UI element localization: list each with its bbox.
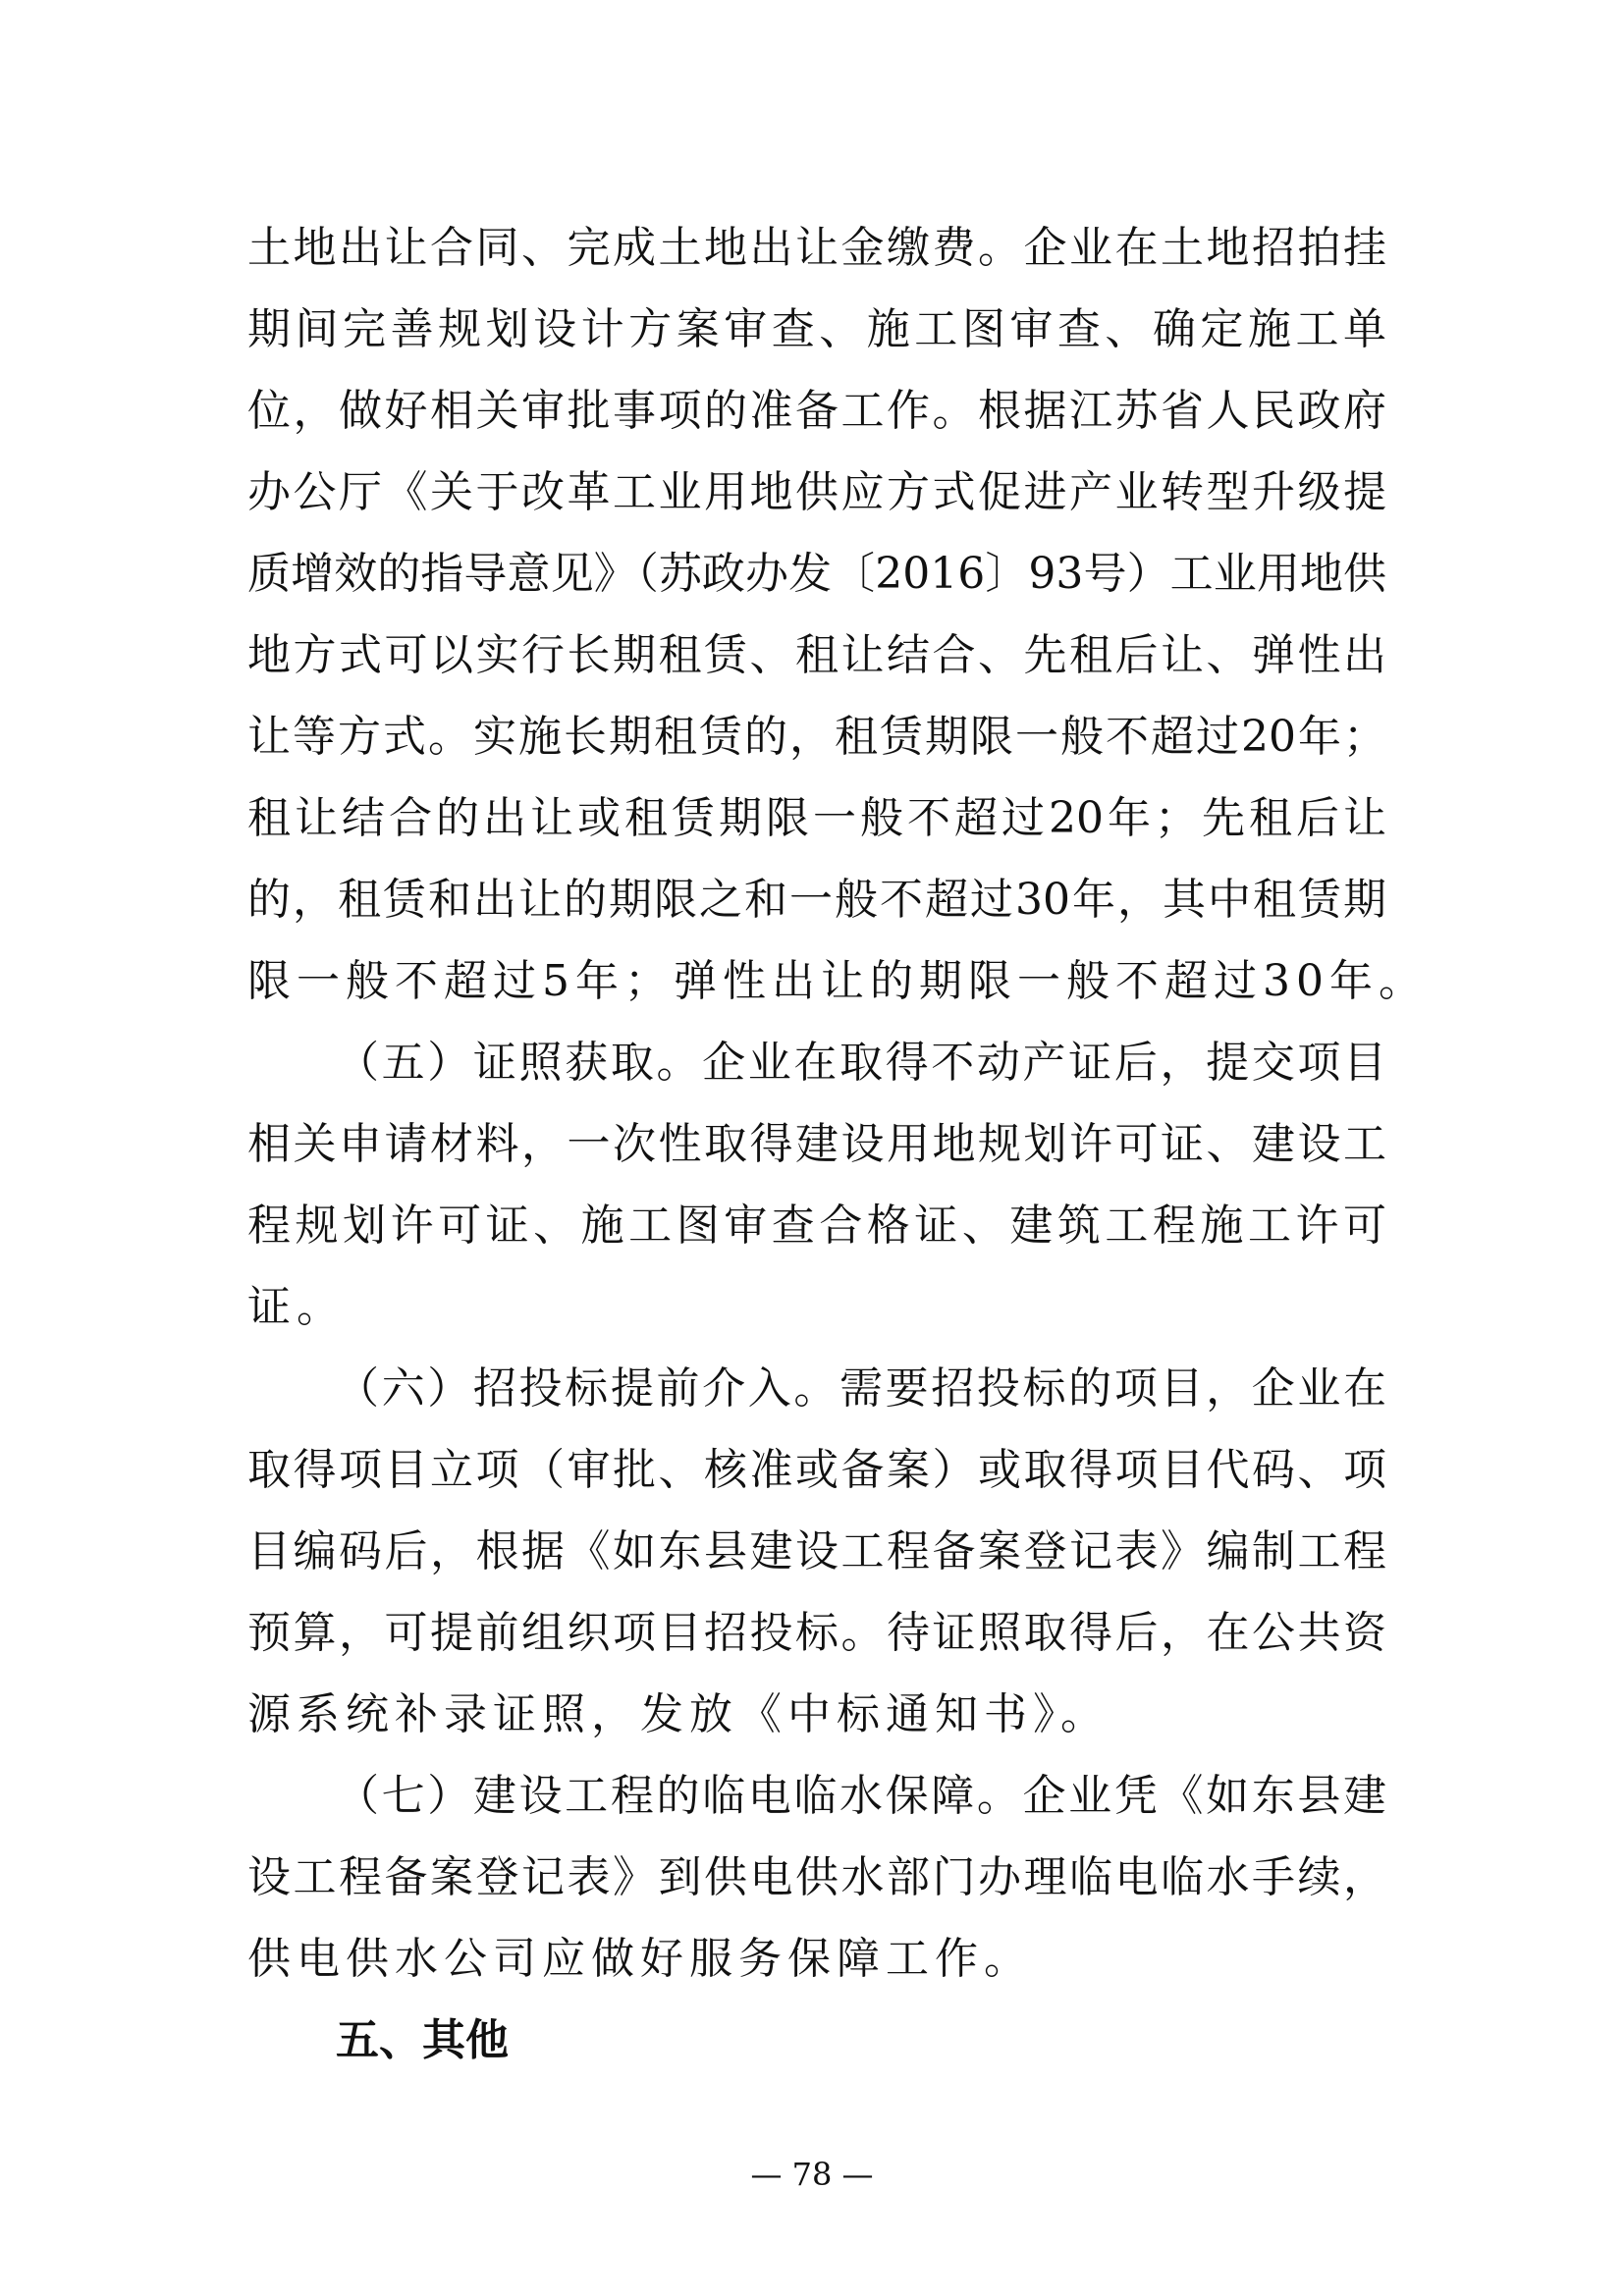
section-heading: 五、其他 [336,2015,509,2065]
body-text-line: 土地出让合同、完成土地出让金缴费。企业在土地招拍挂 [247,223,1386,273]
body-text-line: 的，租赁和出让的期限之和一般不超过30年，其中租赁期 [247,875,1386,925]
body-text-line: 地方式可以实行长期租赁、租让结合、先租后让、弹性出 [247,630,1386,680]
paragraph-five-first-line: （五）证照获取。企业在取得不动产证后，提交项目 [336,1038,1386,1088]
body-text-line: 让等方式。实施长期租赁的，租赁期限一般不超过20年； [247,712,1386,762]
page-number: — 78 — [750,2156,874,2193]
body-text-line: 供电供水公司应做好服务保障工作。 [247,1934,1033,1984]
body-text-line: 相关申请材料，一次性取得建设用地规划许可证、建设工 [247,1119,1386,1169]
body-text-line: 质增效的指导意见》（苏政办发〔2016〕93号）工业用地供 [247,549,1386,599]
body-text-line: 取得项目立项（审批、核准或备案）或取得项目代码、项 [247,1445,1386,1495]
paragraph-six-first-line: （六）招投标提前介入。需要招投标的项目，企业在 [336,1363,1386,1414]
body-text-line: 程规划许可证、施工图审查合格证、建筑工程施工许可 [247,1201,1386,1251]
body-text-line: 证。 [247,1282,346,1332]
body-text-line: 位，做好相关审批事项的准备工作。根据江苏省人民政府 [247,386,1386,436]
body-text-line: 源系统补录证照，发放《中标通知书》。 [247,1689,1110,1739]
paragraph-seven-first-line: （七）建设工程的临电临水保障。企业凭《如东县建 [336,1771,1386,1821]
body-text-line: 期间完善规划设计方案审查、施工图审查、确定施工单 [247,304,1386,354]
body-text-line: 预算，可提前组织项目招投标。待证照取得后，在公共资 [247,1608,1386,1658]
body-text-line: 目编码后，根据《如东县建设工程备案登记表》编制工程 [247,1526,1386,1576]
body-text-line: 设工程备案登记表》到供电供水部门办理临电临水手续， [247,1852,1386,1902]
body-text-line: 租让结合的出让或租赁期限一般不超过20年；先租后让 [247,793,1386,843]
body-text-line: 办公厅《关于改革工业用地供应方式促进产业转型升级提 [247,467,1386,517]
body-text-line: 限一般不超过5年；弹性出让的期限一般不超过30年。 [247,956,1428,1006]
